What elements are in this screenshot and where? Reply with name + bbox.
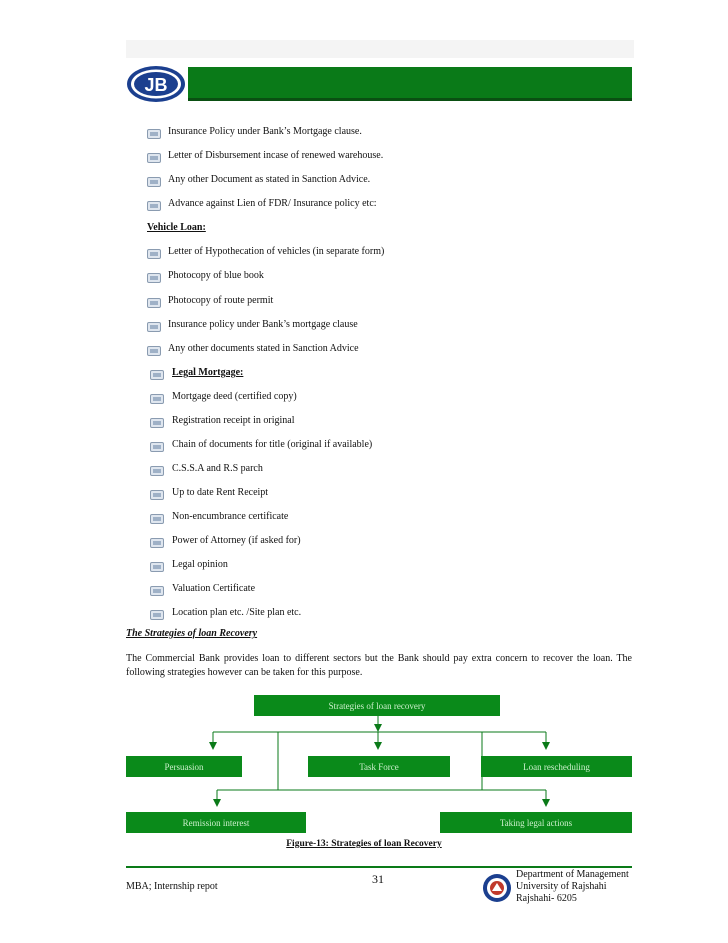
footer-divider: [126, 866, 632, 868]
body-paragraph: The Commercial Bank provides loan to different sectors but the Bank should pay extra concern to recover the loan. The following strategies however can be taken for this purpose.: [126, 653, 632, 678]
footer-department: [516, 869, 629, 905]
diagram-box-task-force: Task Force: [308, 756, 450, 777]
diagram-box-loan-rescheduling: Loan rescheduling: [481, 756, 632, 777]
list-item: Location plan etc. /Site plan etc.: [172, 607, 302, 618]
diagram-box-taking-legal-actions: Taking legal actions: [440, 812, 632, 833]
list-item: Letter of Hypothecation of vehicles (in separate form): [168, 246, 385, 257]
list-item: Any other Document as stated in Sanction Advice.: [168, 174, 371, 185]
page-number: 31: [372, 872, 384, 886]
figure-caption: Figure-13: Strategies of loan Recovery: [286, 839, 442, 849]
list-item: Registration receipt in original: [172, 415, 295, 426]
list-item: Legal opinion: [172, 559, 228, 570]
diagram-box-persuasion: Persuasion: [126, 756, 242, 777]
list-item: Insurance policy under Bank’s mortgage clause: [168, 319, 358, 330]
logo-text: JB: [144, 75, 168, 95]
university-line: University of Rajshahi: [516, 881, 607, 892]
diagram-box-remission-interest: Remission interest: [126, 812, 306, 833]
footer-left-text: MBA; Internship repot: [126, 881, 218, 892]
section-title: The Strategies of loan Recovery: [126, 628, 258, 639]
list-item: Chain of documents for title (original if available): [172, 439, 373, 450]
list-item: Letter of Disbursement incase of renewed warehouse.: [168, 150, 384, 161]
list-item: Photocopy of blue book: [168, 270, 264, 281]
list-item: Power of Attorney (if asked for): [172, 535, 301, 546]
list-item: Up to date Rent Receipt: [172, 487, 269, 498]
diagram-root-box: Strategies of loan recovery: [254, 695, 500, 716]
department-line: Department of Management: [516, 869, 629, 880]
city-line: Rajshahi- 6205: [516, 893, 577, 904]
list-item: Advance against Lien of FDR/ Insurance policy etc:: [168, 198, 377, 209]
list-item: Mortgage deed (certified copy): [172, 391, 297, 402]
list-item: Photocopy of route permit: [168, 295, 274, 306]
list-item: C.S.S.A and R.S parch: [172, 463, 263, 474]
vehicle-loan-heading: Vehicle Loan:: [147, 222, 206, 233]
list-item: Valuation Certificate: [172, 583, 256, 594]
legal-mortgage-heading: Legal Mortgage:: [172, 367, 244, 378]
list-item: Non-encumbrance certificate: [172, 511, 289, 522]
university-seal-icon: [482, 873, 512, 903]
list-item: Any other documents stated in Sanction Advice: [168, 343, 359, 354]
list-item: Insurance Policy under Bank’s Mortgage clause.: [168, 126, 362, 137]
